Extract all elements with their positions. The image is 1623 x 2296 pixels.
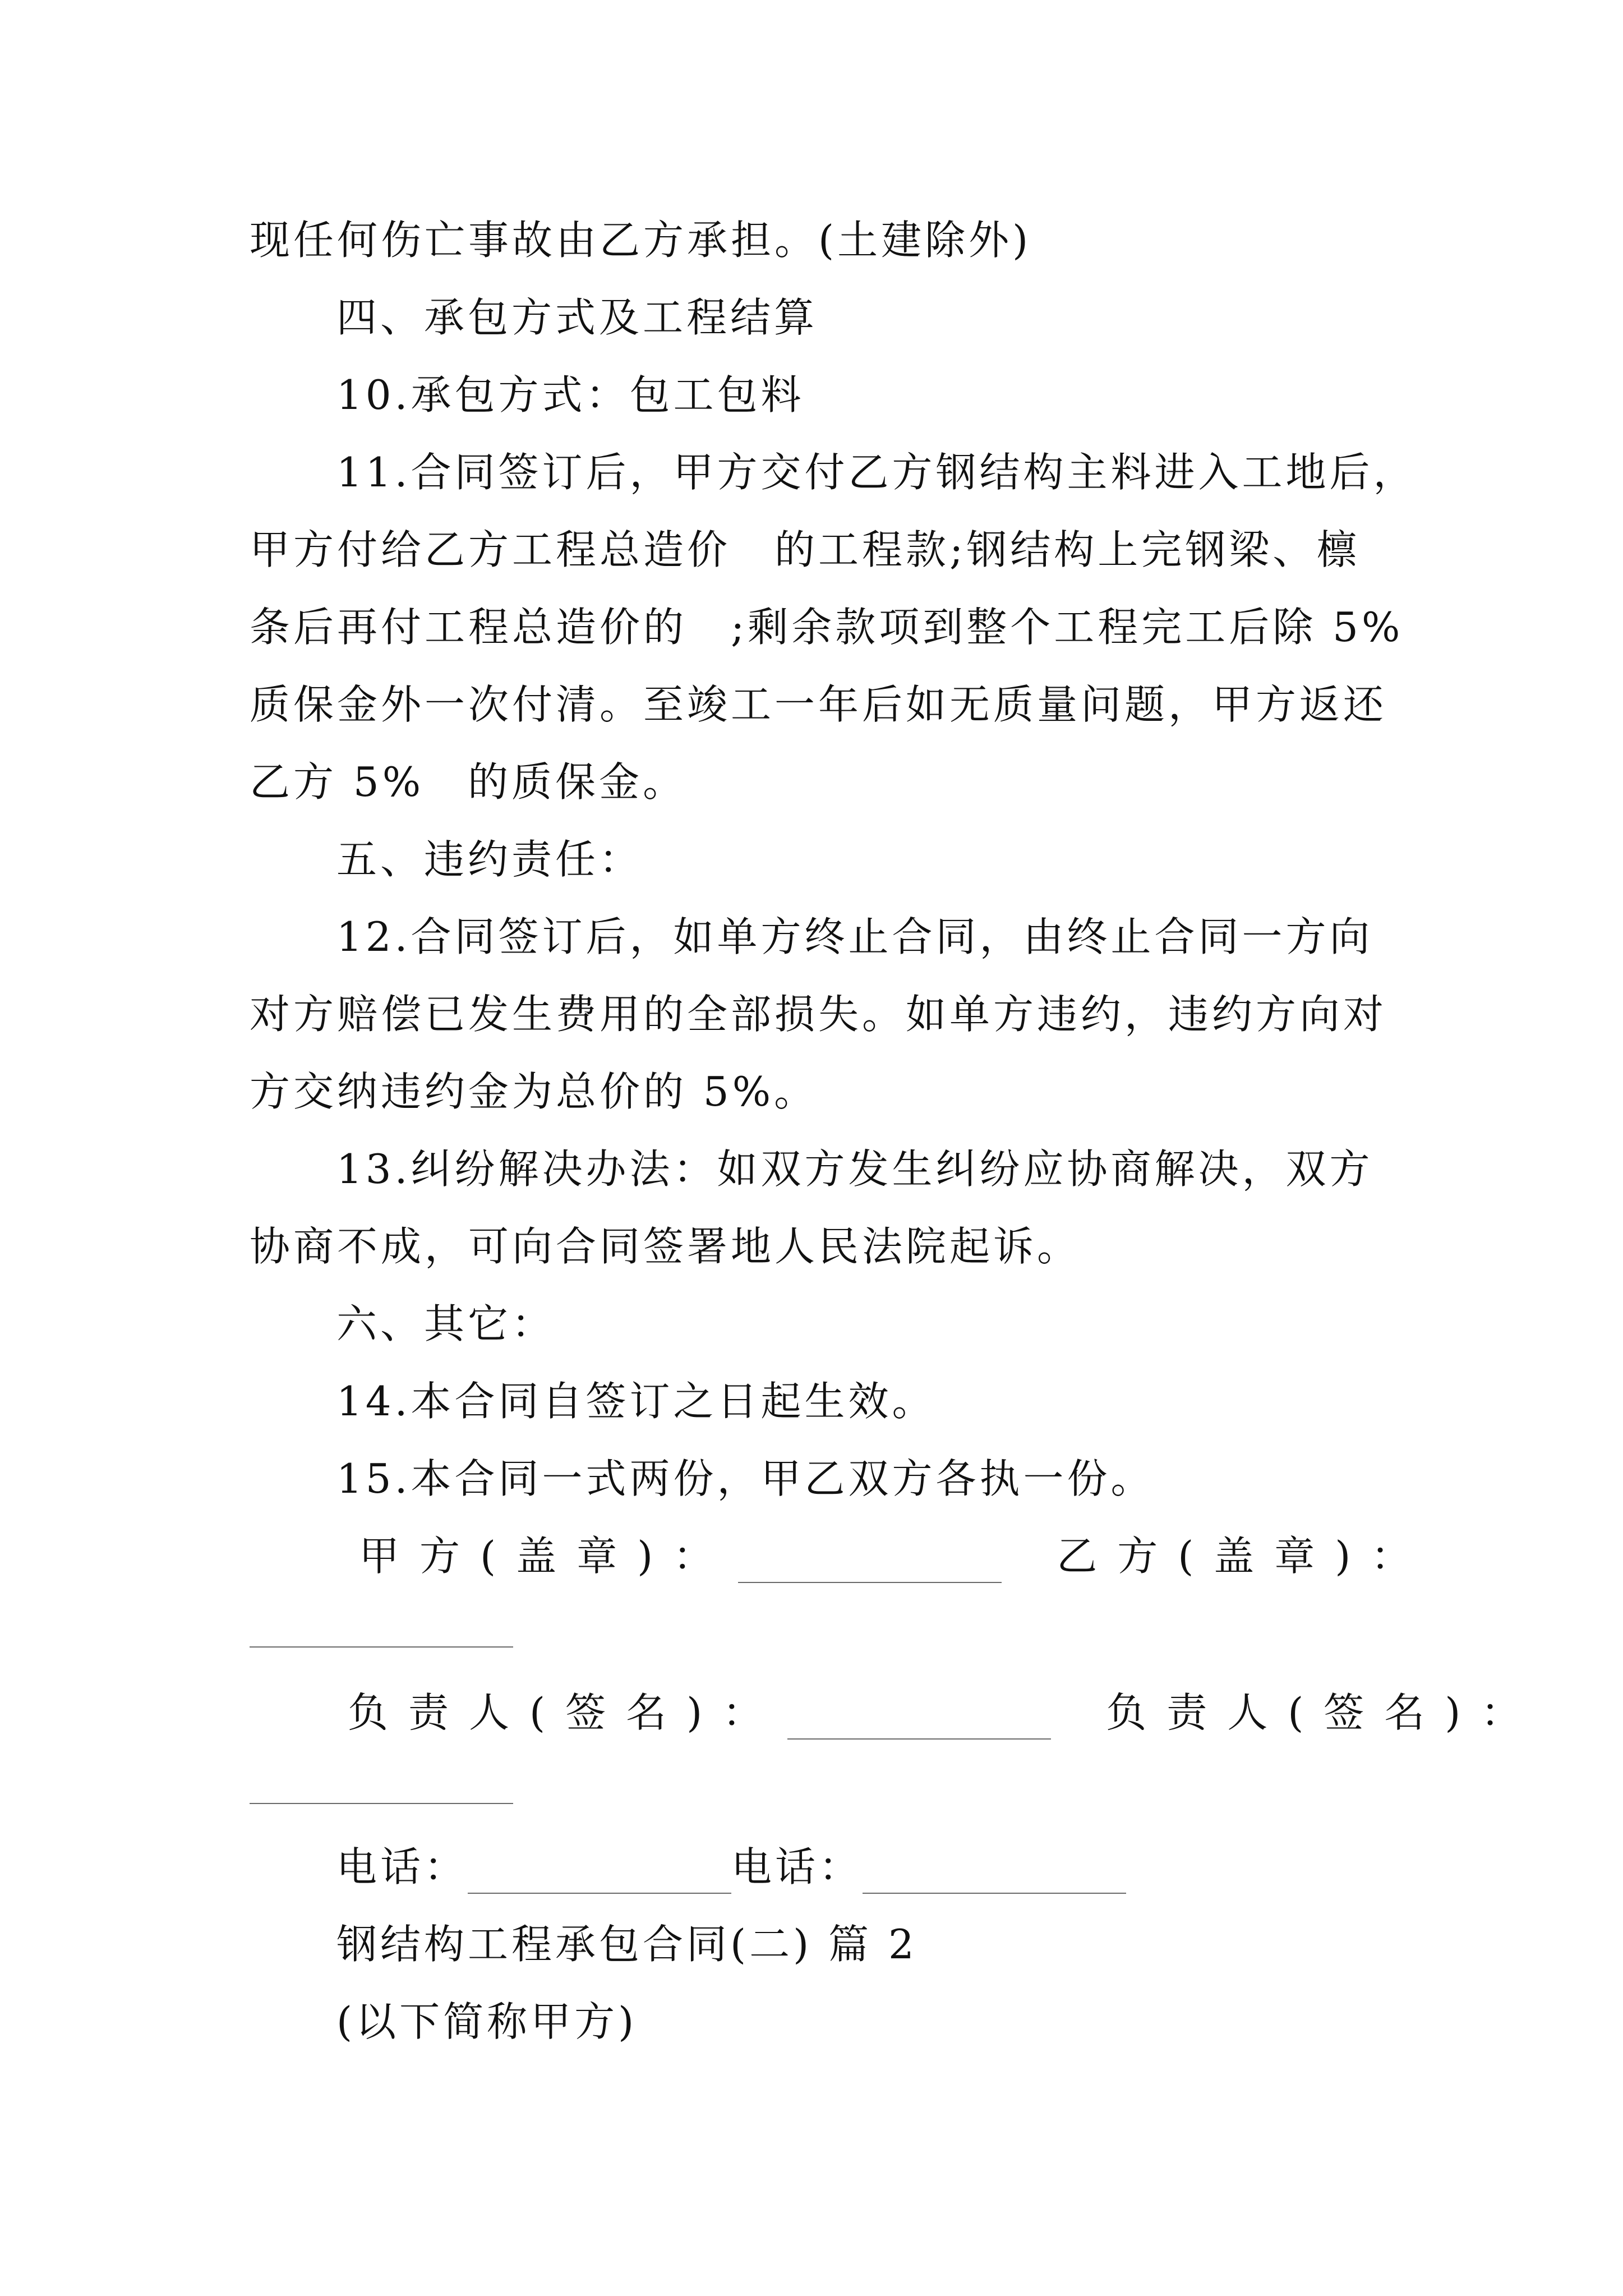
clause-14: 14.本合同自签订之日起生效。 bbox=[336, 1378, 936, 1425]
phone-row bbox=[336, 1840, 1126, 1894]
section-heading-4: 四、承包方式及工程结算 bbox=[336, 294, 818, 341]
section-heading-6: 六、其它： bbox=[336, 1300, 556, 1347]
person-row bbox=[348, 1686, 1541, 1740]
paragraph-line-1: 现任何伤亡事故由乙方承担。(土建除外) bbox=[250, 217, 1032, 264]
party-b-seal-field[interactable] bbox=[250, 1646, 513, 1648]
party-a-person-label: 负责人(签名)： bbox=[348, 1689, 783, 1736]
phone-a-label: 电话： bbox=[336, 1843, 468, 1890]
clause-15: 15.本合同一式两份，甲乙双方各执一份。 bbox=[336, 1455, 1155, 1502]
party-a-person-field[interactable] bbox=[787, 1701, 1051, 1740]
clause-13-line-1: 13.纠纷解决办法：如双方发生纠纷应协商解决，双方 bbox=[336, 1145, 1373, 1193]
clause-11-line-5: 乙方 5% 的质保金。 bbox=[250, 758, 687, 806]
party-a-seal-label: 甲方(盖章)： bbox=[359, 1533, 734, 1580]
clause-11-line-1: 11.合同签订后，甲方交付乙方钢结构主料进入工地后， bbox=[336, 449, 1417, 496]
next-section-title: 钢结构工程承包合同(二) 篇 2 bbox=[336, 1921, 917, 1968]
clause-11-line-2: 甲方付给乙方工程总造价 的工程款;钢结构上完钢梁、檩 bbox=[250, 526, 1361, 573]
phone-b-field[interactable] bbox=[863, 1856, 1126, 1894]
party-b-seal-label: 乙方(盖章)： bbox=[1057, 1533, 1432, 1580]
section-heading-5: 五、违约责任： bbox=[336, 836, 643, 883]
phone-b-label: 电话： bbox=[731, 1843, 863, 1890]
clause-13-line-2: 协商不成，可向合同签署地人民法院起诉。 bbox=[250, 1223, 1081, 1270]
party-b-person-label: 负责人(签名)： bbox=[1106, 1689, 1542, 1736]
clause-10: 10.承包方式：包工包料 bbox=[336, 371, 805, 418]
next-section-subtitle: (以下简称甲方) bbox=[336, 1998, 638, 2045]
clause-12-line-2: 对方赔偿已发生费用的全部损失。如单方违约，违约方向对 bbox=[250, 991, 1387, 1038]
clause-12-line-3: 方交纳违约金为总价的 5%。 bbox=[250, 1068, 818, 1115]
phone-a-field[interactable] bbox=[468, 1856, 731, 1894]
clause-11-line-4: 质保金外一次付清。至竣工一年后如无质量问题，甲方返还 bbox=[250, 681, 1387, 728]
party-b-person-field[interactable] bbox=[250, 1803, 513, 1804]
party-a-seal-field[interactable] bbox=[738, 1545, 1002, 1583]
clause-11-line-3: 条后再付工程总造价的 ;剩余款项到整个工程完工后除 5% bbox=[250, 604, 1404, 651]
clause-12-line-1: 12.合同签订后，如单方终止合同，由终止合同一方向 bbox=[336, 913, 1373, 960]
seal-row bbox=[359, 1529, 1431, 1583]
